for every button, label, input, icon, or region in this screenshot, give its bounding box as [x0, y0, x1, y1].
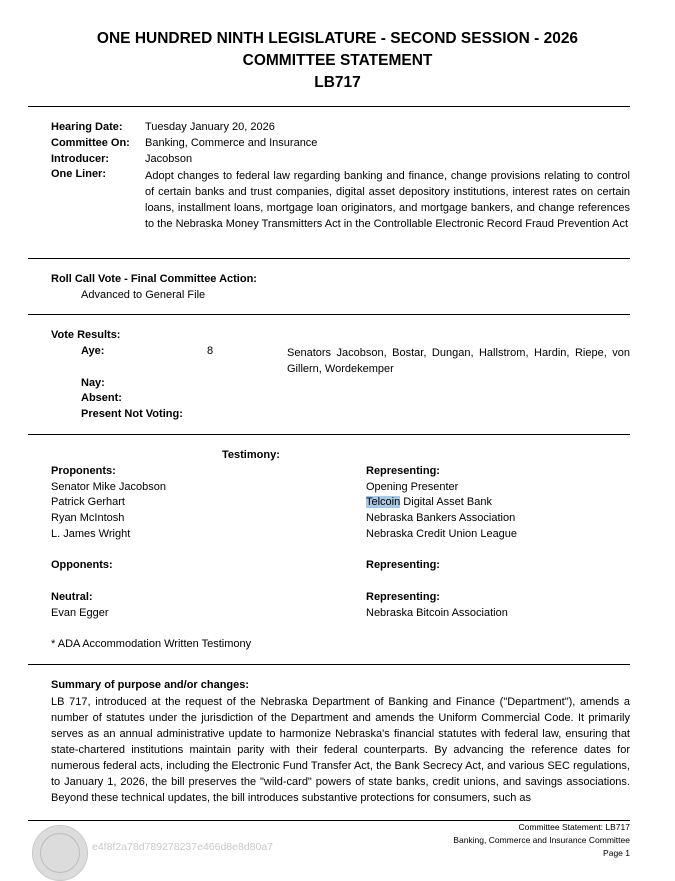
divider: [28, 314, 630, 315]
neutral-label: Neutral:: [51, 591, 93, 603]
proponent-name: Senator Mike Jacobson: [51, 481, 166, 493]
footer-page-number: Page 1: [603, 848, 630, 858]
proponent-representing: Nebraska Bankers Association: [366, 512, 516, 524]
neutral-representing-label: Representing:: [366, 591, 440, 603]
ada-note: * ADA Accommodation Written Testimony: [51, 638, 252, 650]
committee-label: Committee On:: [51, 137, 130, 149]
proponent-representing: Opening Presenter: [366, 481, 459, 493]
divider: [28, 106, 630, 107]
proponent-name: L. James Wright: [51, 528, 131, 540]
introducer-label: Introducer:: [51, 153, 110, 165]
committee-action-value: Advanced to General File: [81, 289, 206, 301]
footer-divider: [28, 820, 630, 821]
proponent-representing-rest: Digital Asset Bank: [400, 496, 492, 508]
neutral-name: Evan Egger: [51, 607, 109, 619]
roll-call-label: Roll Call Vote - Final Committee Action:: [51, 273, 257, 285]
footer-statement: Committee Statement: LB717: [518, 822, 630, 832]
committee-value: Banking, Commerce and Insurance: [145, 137, 318, 149]
aye-names: Senators Jacobson, Bostar, Dungan, Hallstrom, Hardin, Riepe, von Gillern, Wordekemper: [287, 347, 630, 375]
state-seal-icon: [32, 825, 88, 881]
hearing-date-label: Hearing Date:: [51, 121, 123, 133]
absent-label: Absent:: [81, 392, 122, 404]
document-hash: e4f8f2a78d789278237e466d8e8d80a7: [92, 841, 274, 853]
hearing-date-value: Tuesday January 20, 2026: [145, 121, 275, 133]
summary-text: LB 717, introduced at the request of the Nebraska Department of Banking and Finance ("Department"), amends a number of statutes under the jurisdiction of the Department and amends the Uniform Commercial Code. It primarily serves as an annual administrative update to harmonize Nebraska's financial statutes with federal law, ensuring that state-chartered institutions maintain parity with their federal counterparts. By advancing the reference dates for numerous federal acts, including the Electronic Fund Transfer Act, the Bank Secrecy Act, and various SEC regulations, to January 1, 2026, the bill preserves the "wild-card" powers of state banks, credit unions, and savings associations. Beyond these technical updates, the bill introduces substantive protections for consumers, such as: [51, 696, 630, 804]
nay-label: Nay:: [81, 377, 105, 389]
divider: [28, 258, 630, 259]
introducer-value: Jacobson: [145, 153, 193, 165]
divider: [28, 664, 630, 665]
vote-results-label: Vote Results:: [51, 329, 121, 341]
opponents-representing-label: Representing:: [366, 559, 440, 571]
legislature-title: ONE HUNDRED NINTH LEGISLATURE - SECOND SESSION - 2026: [96, 30, 579, 47]
proponent-representing: Nebraska Credit Union League: [366, 528, 518, 540]
highlighted-text: Telcoin: [366, 496, 401, 508]
one-liner-label: One Liner:: [51, 168, 107, 180]
document-type-title: COMMITTEE STATEMENT: [242, 52, 433, 69]
bill-number-title: LB717: [314, 74, 361, 91]
footer-committee: Banking, Commerce and Insurance Committee: [453, 835, 630, 845]
aye-label: Aye:: [81, 345, 105, 357]
proponents-label: Proponents:: [51, 465, 116, 477]
opponents-label: Opponents:: [51, 559, 113, 571]
representing-label: Representing:: [366, 465, 440, 477]
proponent-name: Ryan McIntosh: [51, 512, 125, 524]
proponent-representing: [366, 496, 492, 508]
neutral-representing: Nebraska Bitcoin Association: [366, 607, 508, 619]
summary-heading: Summary of purpose and/or changes:: [51, 679, 250, 691]
testimony-heading: Testimony:: [222, 449, 280, 461]
present-not-voting-label: Present Not Voting:: [81, 408, 183, 420]
proponent-name: Patrick Gerhart: [51, 496, 125, 508]
one-liner-value: Adopt changes to federal law regarding banking and finance, change provisions relating to control of certain banks and trust companies, digital asset depository institutions, interest rates on certain loans, installment loans, mortgage loan originators, and mortgage bankers, and change references to the Nebraska Money Transmitters Act in the Controllable Electronic Record Fraud Prevention Act: [145, 170, 630, 230]
aye-count: 8: [207, 345, 214, 357]
divider: [28, 434, 630, 435]
